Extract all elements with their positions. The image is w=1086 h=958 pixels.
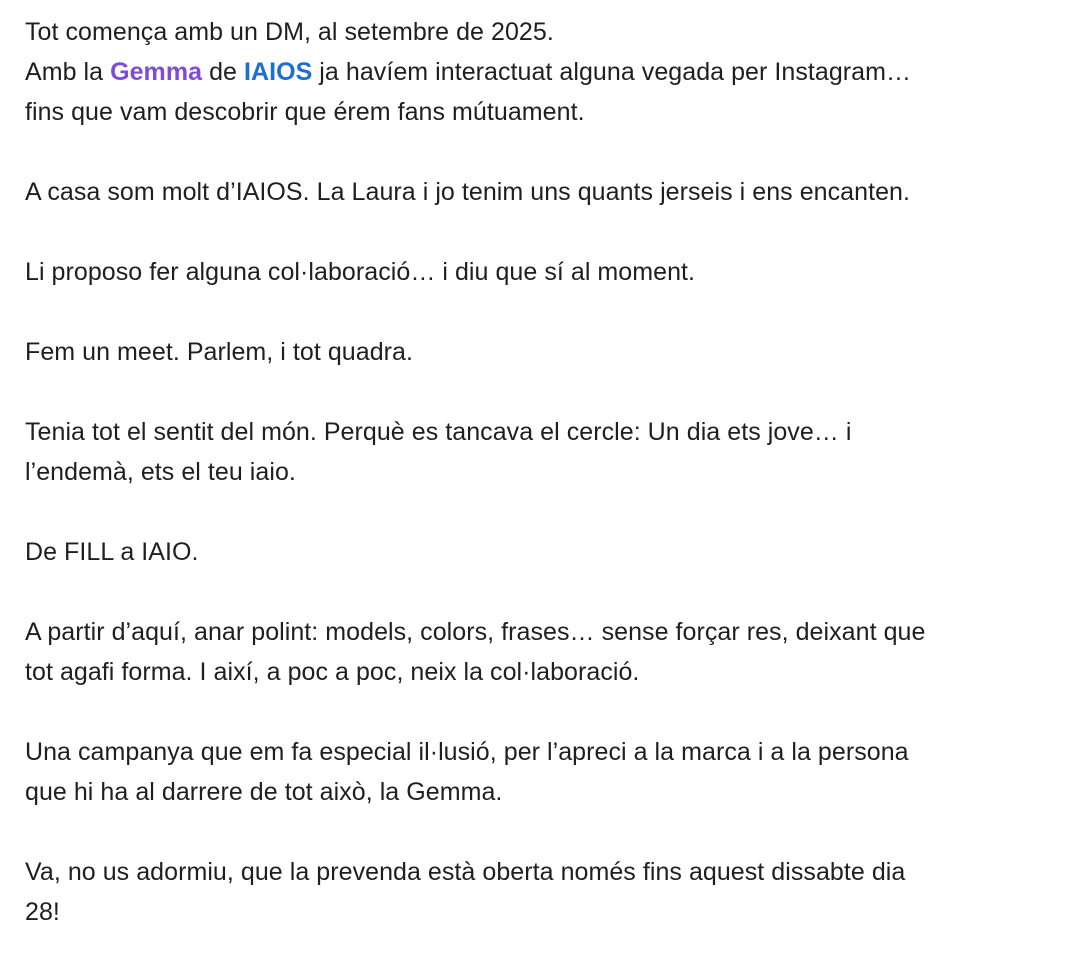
post-paragraph-5-line2: l’endemà, ets el teu iaio. <box>25 458 296 486</box>
post-paragraph-6: De FILL a IAIO. <box>25 538 199 566</box>
post-paragraph-intro-line2 <box>25 52 1075 92</box>
paragraph-spacer <box>25 692 1075 732</box>
paragraph-spacer <box>25 292 1075 332</box>
mention-gemma-link[interactable]: Gemma <box>110 58 203 86</box>
paragraph-spacer <box>25 132 1075 172</box>
post-paragraph-4: Fem un meet. Parlem, i tot quadra. <box>25 338 413 366</box>
post-paragraph-2: A casa som molt d’IAIOS. La Laura i jo tenim uns quants jerseis i ens encanten. <box>25 178 910 206</box>
post-paragraph-7-line1: A partir d’aquí, anar polint: models, colors, frases… sense forçar res, deixant que <box>25 618 926 646</box>
post-body <box>25 12 1075 932</box>
intro-text-mid: de <box>202 58 244 86</box>
post-paragraph-3: Li proposo fer alguna col·laboració… i diu que sí al moment. <box>25 258 696 286</box>
post-paragraph-8-line2: que hi ha al darrere de tot això, la Gemma. <box>25 778 503 806</box>
paragraph-spacer <box>25 492 1075 532</box>
post-paragraph-intro-line1: Tot comença amb un DM, al setembre de 2025. <box>25 18 554 46</box>
paragraph-spacer <box>25 212 1075 252</box>
mention-iaios-link[interactable]: IAIOS <box>243 58 313 86</box>
post-paragraph-5-line1: Tenia tot el sentit del món. Perquè es tancava el cercle: Un dia ets jove… i <box>25 418 852 446</box>
post-paragraph-7-line2: tot agafi forma. I així, a poc a poc, neix la col·laboració. <box>25 658 640 686</box>
post-paragraph-8-line1: Una campanya que em fa especial il·lusió, per l’apreci a la marca i a la persona <box>25 738 909 766</box>
intro-text-pre: Amb la <box>25 58 111 86</box>
paragraph-spacer <box>25 572 1075 612</box>
paragraph-spacer <box>25 812 1075 852</box>
intro-text-post: ja havíem interactuat alguna vegada per Instagram… <box>312 58 912 86</box>
post-paragraph-9-line2: 28! <box>25 898 60 926</box>
post-paragraph-9-line1: Va, no us adormiu, que la prevenda està oberta només fins aquest dissabte dia <box>25 858 906 886</box>
paragraph-spacer <box>25 372 1075 412</box>
post-paragraph-intro-line3: fins que vam descobrir que érem fans mútuament. <box>25 98 585 126</box>
